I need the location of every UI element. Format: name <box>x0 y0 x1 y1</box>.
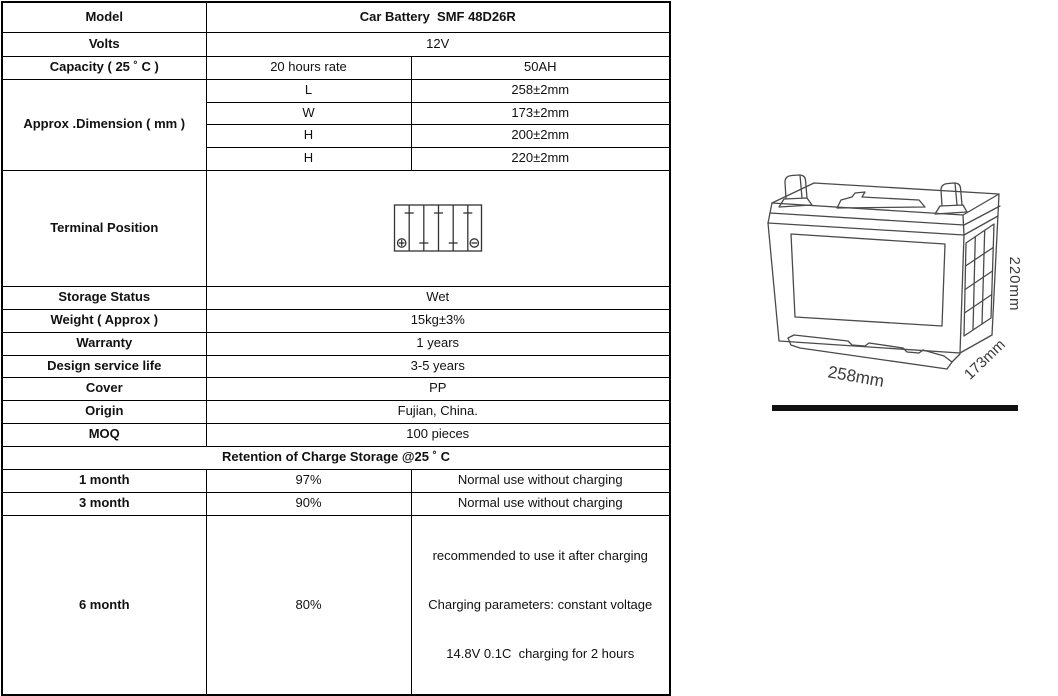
row-retention-6-month <box>2 515 670 695</box>
retention-note-line: recommended to use it after charging <box>432 548 648 563</box>
retention-note-line: Charging parameters: constant voltage <box>428 596 653 612</box>
origin-value: Fujian, China. <box>206 400 670 423</box>
capacity-label: Capacity ( 25 ˚ C ) <box>2 56 206 79</box>
moq-value: 100 pieces <box>206 423 670 446</box>
row-origin <box>2 400 670 423</box>
underline-bar <box>772 405 1018 411</box>
row-model <box>2 2 670 32</box>
row-warranty <box>2 332 670 355</box>
dimension-key: L <box>206 79 411 102</box>
retention-note-line: 14.8V 0.1C charging for 2 hours <box>446 645 635 661</box>
battery-top-view-cells-icon <box>393 203 483 253</box>
height-dimension-label: 220mm <box>1006 256 1023 312</box>
retention-percent: 90% <box>206 492 411 515</box>
row-design-service-life <box>2 355 670 377</box>
row-weight <box>2 309 670 332</box>
battery-base-ledge <box>788 335 952 369</box>
battery-terminal-right <box>935 183 967 214</box>
row-volts <box>2 32 670 56</box>
retention-period: 6 month <box>2 515 206 695</box>
cover-label: Cover <box>2 377 206 400</box>
retention-period: 1 month <box>2 469 206 492</box>
volts-value: 12V <box>206 32 670 56</box>
width-dimension-label: 173mm <box>960 336 1009 384</box>
battery-side-grid <box>964 224 994 336</box>
battery-terminal-left <box>779 175 812 207</box>
length-dimension-label: 258mm <box>826 362 886 391</box>
retention-percent: 97% <box>206 469 411 492</box>
design-service-life-value: 3-5 years <box>206 355 670 377</box>
row-moq <box>2 423 670 446</box>
dimension-value: 258±2mm <box>411 79 670 102</box>
model-value: Car Battery SMF 48D26R <box>206 2 670 32</box>
retention-period: 3 month <box>2 492 206 515</box>
retention-note <box>411 515 670 695</box>
row-retention-header <box>2 446 670 469</box>
row-dimension-l <box>2 79 670 102</box>
battery-spec-table <box>1 1 671 696</box>
dimension-key: H <box>206 124 411 147</box>
dimension-key: W <box>206 102 411 124</box>
row-terminal-position <box>2 170 670 286</box>
row-retention-3-month <box>2 492 670 515</box>
row-capacity <box>2 56 670 79</box>
capacity-value: 50AH <box>411 56 670 79</box>
terminal-position-label: Terminal Position <box>2 170 206 286</box>
terminal-position-cell <box>206 170 670 286</box>
car-battery-line-drawing <box>748 156 1058 421</box>
storage-status-label: Storage Status <box>2 286 206 309</box>
model-label: Model <box>2 2 206 32</box>
dimension-value: 220±2mm <box>411 147 670 170</box>
row-storage-status <box>2 286 670 309</box>
warranty-label: Warranty <box>2 332 206 355</box>
battery-front-panel <box>791 234 945 326</box>
warranty-value: 1 years <box>206 332 670 355</box>
dimension-key: H <box>206 147 411 170</box>
cover-value: PP <box>206 377 670 400</box>
origin-label: Origin <box>2 400 206 423</box>
design-service-life-label: Design service life <box>2 355 206 377</box>
dimension-value: 173±2mm <box>411 102 670 124</box>
dimension-label: Approx .Dimension ( mm ) <box>2 79 206 170</box>
retention-percent: 80% <box>206 515 411 695</box>
storage-status-value: Wet <box>206 286 670 309</box>
volts-label: Volts <box>2 32 206 56</box>
capacity-rate: 20 hours rate <box>206 56 411 79</box>
retention-header: Retention of Charge Storage @25 ˚ C <box>2 446 670 469</box>
weight-label: Weight ( Approx ) <box>2 309 206 332</box>
retention-note: Normal use without charging <box>411 492 670 515</box>
row-cover <box>2 377 670 400</box>
retention-note: Normal use without charging <box>411 469 670 492</box>
dimension-value: 200±2mm <box>411 124 670 147</box>
moq-label: MOQ <box>2 423 206 446</box>
row-retention-1-month <box>2 469 670 492</box>
battery-handle-recess <box>837 192 925 208</box>
weight-value: 15kg±3% <box>206 309 670 332</box>
